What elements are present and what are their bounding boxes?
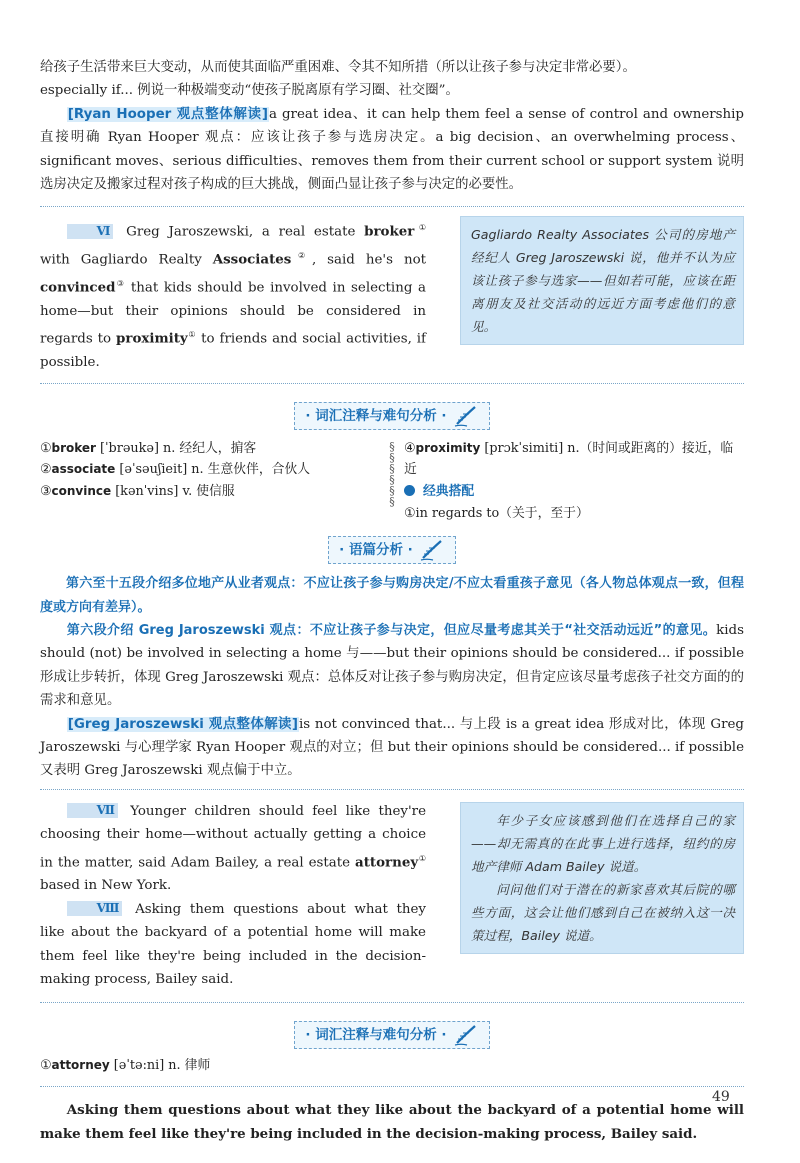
entry-def: [əˈtə:ni] n. 律师: [109, 1057, 211, 1073]
greg-interpretation: [40, 713, 744, 783]
analysis-para-6: [40, 619, 744, 713]
vocab-banner-2-title: · 词汇注释与难句分析 ·: [305, 1026, 447, 1043]
vocab-banner: [294, 402, 489, 430]
section-6-translation: Gagliardo Realty Associates 公司的房地产经纪人 Greg Jaroszewski 说，他并不认为应该让孩子参与选家——但如若可能，应该在距离朋友及社交活动的远近方面考虑他们的意见。: [460, 216, 744, 345]
entry-word: proximity: [415, 440, 481, 455]
text-run: Asking them questions about what they like about the backyard of a potential home will make them feel like they're being included in the decision-making process, Bailey said.: [40, 901, 426, 988]
footnote-mark: ③: [115, 279, 126, 289]
text-run: , said he's not: [311, 252, 427, 268]
vocab-list-2: [40, 1055, 744, 1077]
page-content: [40, 56, 744, 1146]
analysis-para-6-head: 第六段介绍 Greg Jaroszewski 观点：不应让孩子参与决定，但应尽量考虑其关于“社交活动远近”的意见。: [66, 622, 717, 638]
entry-def: [əˈsəuʃieit] n. 生意伙伴，合伙人: [115, 462, 311, 478]
vocab-banner-2: [294, 1021, 489, 1049]
divider: [40, 1002, 744, 1003]
collocation-entry: ①in regards to（关于，至于）: [404, 505, 589, 521]
analysis-banner: [328, 536, 456, 564]
section-7-8-english: [40, 800, 426, 992]
difficult-sentence: Asking them questions about what they like about the backyard of a potential home will make them feel like they're being included in the decision-making process, Bailey said.: [40, 1102, 744, 1142]
entry-num: ③: [40, 483, 52, 499]
vocab-banner-2-wrap: [40, 1021, 744, 1049]
entry-def: [ˈbrəukə] n. 经纪人，掮客: [95, 440, 257, 456]
vocab-right-column: [404, 438, 744, 524]
page-number: 49: [712, 1089, 730, 1105]
section-7-8-translation: [460, 802, 744, 954]
text-run: to friends and social activities, if possible.: [40, 331, 427, 371]
bullet-icon: [404, 485, 415, 496]
text-run: that kids should be involved in selecting a home—but their opinions should be considered in regards to: [40, 280, 426, 347]
vocab-left-column: [40, 438, 380, 524]
vocab-word: broker: [364, 223, 415, 240]
entry-num: ①: [40, 440, 52, 456]
footnote-mark: ①: [414, 223, 426, 233]
paragraph-numeral: Ⅵ: [67, 224, 114, 239]
hooper-text: a great idea、it can help them feel a sense of control and ownership 直接明确 Ryan Hooper 观点：应该让孩子参与选房决定。a big decision、an overwhelming process、significant moves、serious difficulties、removes them from their current school or support system 说明选房决定及搬家过程对孩子构成的巨大挑战，侧面凸显让孩子参与决定的必要性。: [40, 106, 744, 193]
pen-icon: [419, 539, 445, 561]
vocab-entry: [40, 438, 380, 460]
pen-icon: [453, 1024, 479, 1046]
entry-def: [kənˈvins] v. 使信服: [111, 483, 235, 499]
entry-num: ④: [404, 440, 416, 456]
entry-num: ①: [40, 1057, 52, 1073]
greg-tag: [Greg Jaroszewski 观点整体解读]: [67, 716, 298, 732]
entry-num: ②: [40, 462, 52, 478]
vocab-entry: [40, 1055, 210, 1077]
vocab-entry: [40, 481, 380, 503]
section-7-8: [40, 800, 744, 992]
section-8-english: [40, 898, 426, 992]
divider: [40, 206, 744, 207]
pen-icon: [453, 405, 479, 427]
vocab-word: proximity: [116, 330, 188, 347]
analysis-banner-wrap: [40, 536, 744, 564]
vocab-banner-wrap: [40, 402, 744, 430]
text-run: based in New York.: [40, 878, 172, 894]
section-7-english: [40, 800, 426, 898]
greg-text: is not convinced that... 与上段 is a great idea 形成对比，体现 Greg Jaroszewski 与心理学家 Ryan Hooper 观点的对立；但 but their opinions should be considered... if possible 又表明 Greg Jaroszewski 观点偏于中立。: [40, 716, 744, 779]
vocab-word: Associates: [212, 251, 292, 268]
collocation-heading: [404, 481, 744, 503]
footnote-mark: ①: [418, 853, 426, 863]
analysis-banner-title: · 语篇分析 ·: [339, 542, 413, 559]
entry-def: [prɔkˈsimiti] n.（时间或距离的）接近，临近: [404, 440, 734, 478]
vocab-banner-title: · 词汇注释与难句分析 ·: [305, 407, 447, 424]
entry-word: convince: [51, 483, 112, 498]
analysis-para-6-body: kids should (not) be involved in selecting a home 与——but their opinions should be considered... if possible 形成让步转折，体现 Greg Jaroszewski 观点：总体反对让孩子参与购房决定，但肯定应该尽量考虑孩子社交方面的的需求和意见。: [40, 622, 744, 709]
intro-line-1: 给孩子生活带来巨大变动，从而使其面临严重困难、令其不知所措（所以让孩子参与决定非常必要）。: [40, 60, 636, 75]
paragraph-numeral: Ⅷ: [67, 901, 123, 916]
section-6-english: [40, 216, 426, 374]
vocab-word: convinced: [40, 279, 116, 296]
vocab-entry: [40, 459, 380, 481]
entry-word: attorney: [51, 1057, 110, 1072]
hooper-interpretation: [40, 103, 744, 197]
section-8-translation: 问问他们对于潜在的新家喜欢其后院的哪些方面，这会让他们感到自己在被纳入这一决策过程，Bailey 说道。: [471, 881, 735, 943]
paragraph-numeral: Ⅶ: [67, 803, 118, 818]
entry-word: broker: [51, 440, 96, 455]
divider: [40, 383, 744, 384]
text-run: with Gagliardo Realty: [40, 252, 213, 268]
wavy-separator: § § § § § §: [389, 439, 395, 508]
divider: [40, 1086, 744, 1087]
vocab-word: attorney: [355, 854, 419, 871]
section-7-translation: 年少子女应该感到他们在选择自己的家——却无需真的在此事上进行选择，纽约的房地产律师 Adam Bailey 说道。: [471, 812, 735, 874]
entry-word: associate: [51, 462, 116, 477]
collocation-title: 经典搭配: [423, 483, 475, 499]
vocab-list-1: [40, 438, 744, 524]
vocab-entry: [404, 438, 744, 481]
text-run: Greg Jaroszewski, a real estate: [117, 224, 365, 240]
footnote-mark: ②: [291, 251, 312, 261]
text-run: Younger children should feel like they're choosing their home—without actually getting a choice in the matter, said Adam Bailey, a real estate: [40, 803, 426, 871]
analysis-summary: 第六至十五段介绍多位地产从业者观点：不应让孩子参与购房决定/不应太看重孩子意见（各人物总体观点一致，但程度或方向有差异）。: [40, 576, 744, 615]
hooper-tag: [Ryan Hooper 观点整体解读]: [67, 106, 268, 122]
divider: [40, 789, 744, 790]
section-6: [40, 216, 744, 374]
intro-line-2: especially if... 例说一种极端变动“使孩子脱离原有学习圈、社交圈”。: [40, 83, 459, 99]
footnote-mark: ①: [187, 330, 197, 340]
